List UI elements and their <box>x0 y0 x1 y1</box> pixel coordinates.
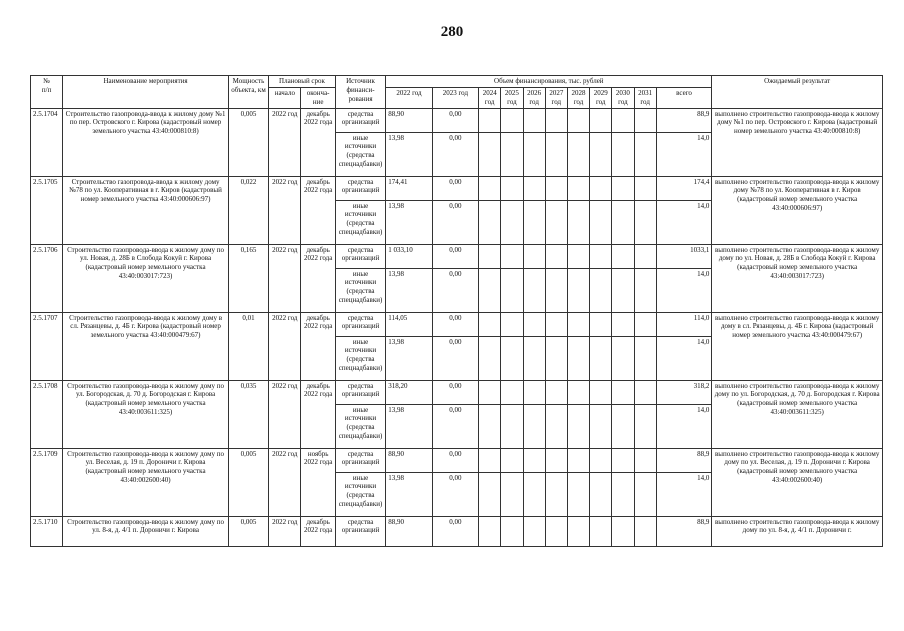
row-value-empty <box>523 244 545 268</box>
row-value-empty <box>634 312 656 336</box>
row-value-empty <box>523 108 545 132</box>
row-total: 14,0 <box>656 404 712 448</box>
header-year: 2028 год <box>567 88 589 109</box>
header-year: 2025 год <box>501 88 523 109</box>
row-start: 2022 год <box>269 176 301 244</box>
header-year: 2023 год <box>432 88 478 109</box>
row-value-empty <box>567 132 589 176</box>
row-value-empty <box>545 200 567 244</box>
table-row <box>31 448 883 472</box>
row-value-empty <box>567 516 589 546</box>
row-source: средства организаций <box>335 108 385 132</box>
row-value-2023: 0,00 <box>432 472 478 516</box>
row-value-empty <box>634 132 656 176</box>
row-total: 14,0 <box>656 472 712 516</box>
header-term: Плановый срок <box>269 76 336 88</box>
row-value-2022: 13,98 <box>386 472 432 516</box>
row-value-2022: 88,90 <box>386 448 432 472</box>
row-value-empty <box>612 244 634 268</box>
row-value-empty <box>612 404 634 448</box>
row-value-empty <box>501 268 523 312</box>
row-value-empty <box>523 404 545 448</box>
row-start: 2022 год <box>269 380 301 448</box>
row-value-empty <box>612 472 634 516</box>
row-value-2022: 318,20 <box>386 380 432 404</box>
table-header <box>31 76 883 109</box>
row-value-empty <box>590 516 612 546</box>
row-value-empty <box>612 200 634 244</box>
row-number: 2.5.1707 <box>31 312 63 380</box>
row-source: средства организаций <box>335 176 385 200</box>
row-number: 2.5.1706 <box>31 244 63 312</box>
row-start: 2022 год <box>269 244 301 312</box>
financing-table <box>30 75 883 547</box>
row-result: выполнено строительство газопровода-ввода к жилому дому №78 по ул. Кооперативная в г. Киров (кадастровый номер земельного участка 43:40:000606:97) <box>712 176 883 244</box>
row-value-2023: 0,00 <box>432 244 478 268</box>
row-value-empty <box>612 312 634 336</box>
row-value-2023: 0,00 <box>432 404 478 448</box>
row-end: декабрь 2022 года <box>301 244 335 312</box>
row-number: 2.5.1704 <box>31 108 63 176</box>
row-value-2023: 0,00 <box>432 108 478 132</box>
row-value-2022: 13,98 <box>386 200 432 244</box>
row-value-empty <box>634 244 656 268</box>
table-row <box>31 108 883 132</box>
header-year: 2027 год <box>545 88 567 109</box>
row-value-2022: 88,90 <box>386 516 432 546</box>
row-number: 2.5.1708 <box>31 380 63 448</box>
row-source: средства организаций <box>335 312 385 336</box>
row-capacity: 0,022 <box>228 176 268 244</box>
row-end: декабрь 2022 года <box>301 312 335 380</box>
row-value-empty <box>634 448 656 472</box>
row-value-2023: 0,00 <box>432 200 478 244</box>
header-total: всего <box>656 88 712 109</box>
row-value-empty <box>567 472 589 516</box>
header-year: 2029 год <box>590 88 612 109</box>
row-value-2023: 0,00 <box>432 132 478 176</box>
table-row <box>31 312 883 336</box>
header-name: Наименование мероприятия <box>63 76 229 109</box>
row-result: выполнено строительство газопровода-ввода к жилому дому №1 по пер. Островского г. Кирова (кадастровый номер земельного участка 43:40:000810:8) <box>712 108 883 176</box>
row-value-empty <box>567 336 589 380</box>
row-start: 2022 год <box>269 448 301 516</box>
row-value-empty <box>479 312 501 336</box>
row-start: 2022 год <box>269 312 301 380</box>
row-value-empty <box>479 176 501 200</box>
row-value-empty <box>523 380 545 404</box>
row-capacity: 0,035 <box>228 380 268 448</box>
row-result: выполнено строительство газопровода-ввода к жилому дому по ул. Веселая, д. 19 п. Дороничи г. Кирова (кадастровый номер земельного участка 43:40:002600:40) <box>712 448 883 516</box>
row-value-empty <box>545 516 567 546</box>
row-value-empty <box>545 404 567 448</box>
row-source: средства организаций <box>335 516 385 546</box>
row-value-empty <box>501 404 523 448</box>
row-value-empty <box>501 472 523 516</box>
header-year: 2026 год <box>523 88 545 109</box>
row-total: 14,0 <box>656 200 712 244</box>
row-value-2022: 13,98 <box>386 132 432 176</box>
row-value-empty <box>545 336 567 380</box>
row-source: иные источники (средства спецнадбавки) <box>335 200 385 244</box>
row-value-2023: 0,00 <box>432 516 478 546</box>
row-total: 318,2 <box>656 380 712 404</box>
row-value-empty <box>523 268 545 312</box>
header-source: Источник финанси- рования <box>335 76 385 109</box>
row-value-empty <box>612 448 634 472</box>
row-value-empty <box>479 380 501 404</box>
row-value-empty <box>545 448 567 472</box>
row-value-empty <box>634 336 656 380</box>
row-value-empty <box>634 404 656 448</box>
row-start: 2022 год <box>269 108 301 176</box>
row-value-2022: 114,05 <box>386 312 432 336</box>
row-total: 174,4 <box>656 176 712 200</box>
row-result: выполнено строительство газопровода-ввода к жилому дому по ул. 8-я, д. 4/1 п. Дороничи г. <box>712 516 883 546</box>
row-name: Строительство газопровода-ввода к жилому дому №78 по ул. Кооперативная в г. Киров (кадастровый номер земельного участка 43:40:000606:97) <box>63 176 229 244</box>
table-body <box>31 108 883 546</box>
row-capacity: 0,01 <box>228 312 268 380</box>
header-year: 2030 год <box>612 88 634 109</box>
row-value-empty <box>501 244 523 268</box>
row-value-2023: 0,00 <box>432 380 478 404</box>
row-value-empty <box>634 380 656 404</box>
row-value-empty <box>612 268 634 312</box>
row-value-empty <box>545 312 567 336</box>
row-number: 2.5.1709 <box>31 448 63 516</box>
row-value-empty <box>634 108 656 132</box>
row-value-2023: 0,00 <box>432 448 478 472</box>
header-result: Ожидаемый результат <box>712 76 883 109</box>
row-start: 2022 год <box>269 516 301 546</box>
row-value-empty <box>567 404 589 448</box>
row-total: 14,0 <box>656 336 712 380</box>
row-value-empty <box>501 448 523 472</box>
row-result: выполнено строительство газопровода-ввода к жилому дому по ул. Новая, д. 28Б в Слобода Кокуй г. Кирова (кадастровый номер земельного участка 43:40:003017:723) <box>712 244 883 312</box>
header-num: № п/п <box>31 76 63 109</box>
row-value-2022: 13,98 <box>386 336 432 380</box>
row-value-empty <box>567 312 589 336</box>
row-value-empty <box>590 472 612 516</box>
table-row <box>31 176 883 200</box>
row-value-2022: 13,98 <box>386 268 432 312</box>
row-name: Строительство газопровода-ввода к жилому дому по ул. Богородская, д. 70 д. Богородская г. Кирова (кадастровый номер земельного участка 43:40:003611:325) <box>63 380 229 448</box>
row-end: декабрь 2022 года <box>301 176 335 244</box>
table-row <box>31 516 883 546</box>
row-value-empty <box>590 380 612 404</box>
row-value-empty <box>501 380 523 404</box>
row-value-empty <box>590 200 612 244</box>
header-term-end: оконча- ние <box>301 88 335 109</box>
row-value-empty <box>590 244 612 268</box>
row-value-empty <box>523 448 545 472</box>
row-value-empty <box>523 176 545 200</box>
row-value-empty <box>479 244 501 268</box>
row-value-empty <box>634 472 656 516</box>
row-value-empty <box>501 516 523 546</box>
row-result: выполнено строительство газопровода-ввода к жилому дому по ул. Богородская, д. 70 д. Богородская г. Кирова (кадастровый номер земельного участка 43:40:003611:325) <box>712 380 883 448</box>
row-value-empty <box>567 448 589 472</box>
row-value-empty <box>590 176 612 200</box>
row-value-empty <box>501 176 523 200</box>
row-value-empty <box>590 312 612 336</box>
row-value-empty <box>479 516 501 546</box>
row-value-empty <box>567 380 589 404</box>
row-value-empty <box>590 132 612 176</box>
row-value-empty <box>634 200 656 244</box>
row-total: 14,0 <box>656 268 712 312</box>
row-number: 2.5.1705 <box>31 176 63 244</box>
row-value-empty <box>501 200 523 244</box>
row-value-empty <box>612 516 634 546</box>
row-end: ноябрь 2022 года <box>301 448 335 516</box>
row-total: 88,9 <box>656 108 712 132</box>
row-result: выполнено строительство газопровода-ввода к жилому дому в сл. Рязанцевы, д. 4Б г. Кирова (кадастровый номер земельного участка 43:40:000479:67) <box>712 312 883 380</box>
row-source: иные источники (средства спецнадбавки) <box>335 132 385 176</box>
row-value-empty <box>590 404 612 448</box>
row-value-empty <box>590 108 612 132</box>
row-value-2023: 0,00 <box>432 176 478 200</box>
row-value-empty <box>612 176 634 200</box>
header-year: 2022 год <box>386 88 432 109</box>
row-value-empty <box>612 132 634 176</box>
row-number: 2.5.1710 <box>31 516 63 546</box>
row-capacity: 0,005 <box>228 516 268 546</box>
row-value-2022: 88,90 <box>386 108 432 132</box>
row-value-empty <box>545 132 567 176</box>
row-capacity: 0,005 <box>228 448 268 516</box>
row-name: Строительство газопровода-ввода к жилому дому по ул. 8-я, д. 4/1 п. Дороничи г. Кирова <box>63 516 229 546</box>
row-value-empty <box>479 200 501 244</box>
row-value-empty <box>567 268 589 312</box>
row-value-empty <box>501 108 523 132</box>
row-value-empty <box>523 472 545 516</box>
row-value-empty <box>612 108 634 132</box>
row-end: декабрь 2022 года <box>301 516 335 546</box>
header-funding: Объем финансирования, тыс. рублей <box>386 76 712 88</box>
row-source: средства организаций <box>335 244 385 268</box>
header-year: 2024 год <box>479 88 501 109</box>
row-name: Строительство газопровода-ввода к жилому дому №1 по пер. Островского г. Кирова (кадастровый номер земельного участка 43:40:000810:8) <box>63 108 229 176</box>
row-value-empty <box>567 244 589 268</box>
row-value-empty <box>479 448 501 472</box>
row-value-empty <box>479 268 501 312</box>
row-capacity: 0,005 <box>228 108 268 176</box>
header-term-start: начало <box>269 88 301 109</box>
row-source: иные источники (средства спецнадбавки) <box>335 336 385 380</box>
row-value-empty <box>590 268 612 312</box>
row-value-2022: 13,98 <box>386 404 432 448</box>
row-value-empty <box>612 380 634 404</box>
row-value-2022: 1 033,10 <box>386 244 432 268</box>
row-name: Строительство газопровода-ввода к жилому дому в сл. Рязанцевы, д. 4Б г. Кирова (кадастровый номер земельного участка 43:40:000479:67) <box>63 312 229 380</box>
row-total: 88,9 <box>656 448 712 472</box>
row-value-empty <box>590 336 612 380</box>
page-number: 280 <box>440 24 464 40</box>
table-row <box>31 244 883 268</box>
row-value-empty <box>523 312 545 336</box>
row-source: средства организаций <box>335 448 385 472</box>
row-value-empty <box>545 108 567 132</box>
row-source: иные источники (средства спецнадбавки) <box>335 472 385 516</box>
row-value-empty <box>634 516 656 546</box>
row-value-empty <box>612 336 634 380</box>
header-year: 2031 год <box>634 88 656 109</box>
row-total: 88,9 <box>656 516 712 546</box>
row-value-empty <box>479 108 501 132</box>
row-value-empty <box>545 176 567 200</box>
row-value-empty <box>523 132 545 176</box>
row-end: декабрь 2022 года <box>301 108 335 176</box>
row-value-empty <box>545 268 567 312</box>
row-value-2022: 174,41 <box>386 176 432 200</box>
row-value-empty <box>523 200 545 244</box>
row-source: иные источники (средства спецнадбавки) <box>335 404 385 448</box>
row-source: средства организаций <box>335 380 385 404</box>
row-value-2023: 0,00 <box>432 336 478 380</box>
row-value-empty <box>545 244 567 268</box>
row-name: Строительство газопровода-ввода к жилому дому по ул. Веселая, д. 19 п. Дороничи г. Кирова (кадастровый номер земельного участка 43:40:002600:40) <box>63 448 229 516</box>
row-value-empty <box>501 132 523 176</box>
row-end: декабрь 2022 года <box>301 380 335 448</box>
table-row <box>31 380 883 404</box>
row-value-empty <box>567 176 589 200</box>
row-name: Строительство газопровода-ввода к жилому дому по ул. Новая, д. 28Б в Слобода Кокуй г. Кирова (кадастровый номер земельного участка 43:40:003017:723) <box>63 244 229 312</box>
row-value-2023: 0,00 <box>432 312 478 336</box>
row-value-empty <box>590 448 612 472</box>
row-value-empty <box>634 268 656 312</box>
row-value-empty <box>567 108 589 132</box>
row-value-empty <box>567 200 589 244</box>
header-capacity: Мощность объекта, км <box>228 76 268 109</box>
row-capacity: 0,165 <box>228 244 268 312</box>
row-value-empty <box>479 132 501 176</box>
row-total: 14,0 <box>656 132 712 176</box>
row-value-empty <box>523 516 545 546</box>
row-value-empty <box>479 336 501 380</box>
row-value-empty <box>545 380 567 404</box>
row-value-empty <box>501 336 523 380</box>
row-value-empty <box>634 176 656 200</box>
row-source: иные источники (средства спецнадбавки) <box>335 268 385 312</box>
row-total: 114,0 <box>656 312 712 336</box>
row-value-2023: 0,00 <box>432 268 478 312</box>
row-value-empty <box>501 312 523 336</box>
row-value-empty <box>523 336 545 380</box>
row-value-empty <box>545 472 567 516</box>
row-value-empty <box>479 472 501 516</box>
row-value-empty <box>479 404 501 448</box>
row-total: 1033,1 <box>656 244 712 268</box>
